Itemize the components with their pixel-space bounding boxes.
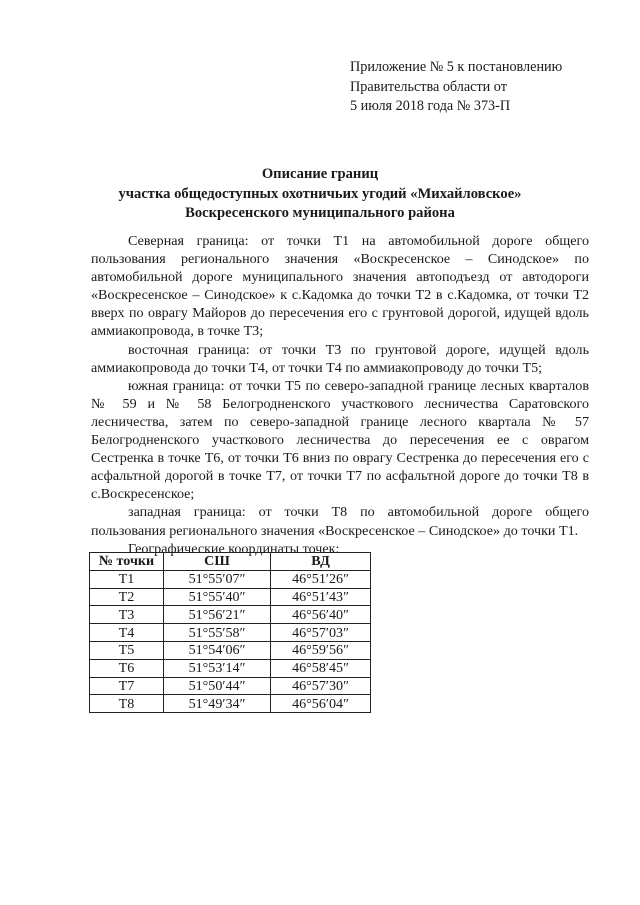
point-cell: Т6	[90, 659, 164, 677]
header-longitude: ВД	[271, 553, 371, 571]
table-row	[90, 695, 371, 713]
point-cell: Т8	[90, 695, 164, 713]
latitude-cell: 51°55′58″	[164, 624, 271, 642]
latitude-cell: 51°50′44″	[164, 677, 271, 695]
longitude-cell: 46°56′40″	[271, 606, 371, 624]
longitude-cell: 46°51′26″	[271, 570, 371, 588]
coordinates-table	[89, 552, 371, 713]
header-latitude: СШ	[164, 553, 271, 571]
longitude-cell: 46°57′30″	[271, 677, 371, 695]
appendix-line-3: 5 июля 2018 года № 373-П	[350, 98, 511, 114]
point-cell: Т5	[90, 641, 164, 659]
longitude-cell: 46°58′45″	[271, 659, 371, 677]
latitude-cell: 51°53′14″	[164, 659, 271, 677]
latitude-cell: 51°56′21″	[164, 606, 271, 624]
table-row	[90, 624, 371, 642]
longitude-cell: 46°59′56″	[271, 641, 371, 659]
title-line-2: участка общедоступных охотничьих угодий «Михайловское»	[118, 185, 522, 202]
title-line-3: Воскресенского муниципального района	[185, 205, 455, 221]
title-line-1: Описание границ	[261, 166, 379, 182]
appendix-line-1: Приложение № 5 к постановлению	[350, 59, 563, 75]
point-cell: Т1	[90, 570, 164, 588]
table-row	[90, 677, 371, 695]
longitude-cell: 46°51′43″	[271, 588, 371, 606]
latitude-cell: 51°55′07″	[164, 570, 271, 588]
west-boundary-paragraph: западная граница: от точки Т8 по автомобильной дороге общего пользования регионального значения «Воскресенское – Синодское» до точки Т1.	[91, 504, 589, 539]
latitude-cell: 51°49′34″	[164, 695, 271, 713]
table-row	[90, 588, 371, 606]
table-header-row	[90, 553, 371, 571]
north-boundary-paragraph: Северная граница: от точки Т1 на автомобильной дороге общего пользования регионального значения «Воскресенское – Синодское» по автомобильной дороге муниципального значения автоподъезд от автодороги «Воскресенское – Синодское» к с.Кадомка до точки Т2 в с.Кадомка, от точки Т2 вверх по оврагу Майоров до пересечения его с грунтовой дорогой, идущей вдоль аммиакопровода, в точке Т3;	[91, 233, 589, 340]
point-cell: Т3	[90, 606, 164, 624]
south-boundary-paragraph: южная граница: от точки Т5 по северо-западной границе лесных кварталов № 59 и № 58 Белогродненского участкового лесничества Саратовского лесничества, затем по северо-западной границе лесного квартала № 57 Белогродненского участкового лесничества до пересечения ее с оврагом Сестренка в точке Т6, от точки Т6 вниз по оврагу Сестренка до пересечения его с асфальтной дорогой в точке Т7, от точки Т7 по асфальтной дороге до точки Т8 в с.Воскресенское;	[91, 377, 589, 503]
appendix-header	[350, 58, 610, 117]
appendix-line-2: Правительства области от	[350, 78, 507, 95]
point-cell: Т2	[90, 588, 164, 606]
longitude-cell: 46°56′04″	[271, 695, 371, 713]
document-title	[90, 165, 550, 224]
coordinates-intro: Географические координаты точек:	[128, 540, 340, 557]
longitude-cell: 46°57′03″	[271, 624, 371, 642]
table-row	[90, 641, 371, 659]
east-boundary-paragraph: восточная граница: от точки Т3 по грунтовой дороге, идущей вдоль аммиакопровода до точки Т4, от точки Т4 по аммиакопроводу до точки Т5;	[91, 341, 589, 376]
table-row	[90, 606, 371, 624]
header-point: № точки	[90, 553, 164, 571]
point-cell: Т7	[90, 677, 164, 695]
boundary-description	[91, 232, 589, 558]
latitude-cell: 51°55′40″	[164, 588, 271, 606]
table-row	[90, 659, 371, 677]
latitude-cell: 51°54′06″	[164, 641, 271, 659]
table-row	[90, 570, 371, 588]
point-cell: Т4	[90, 624, 164, 642]
